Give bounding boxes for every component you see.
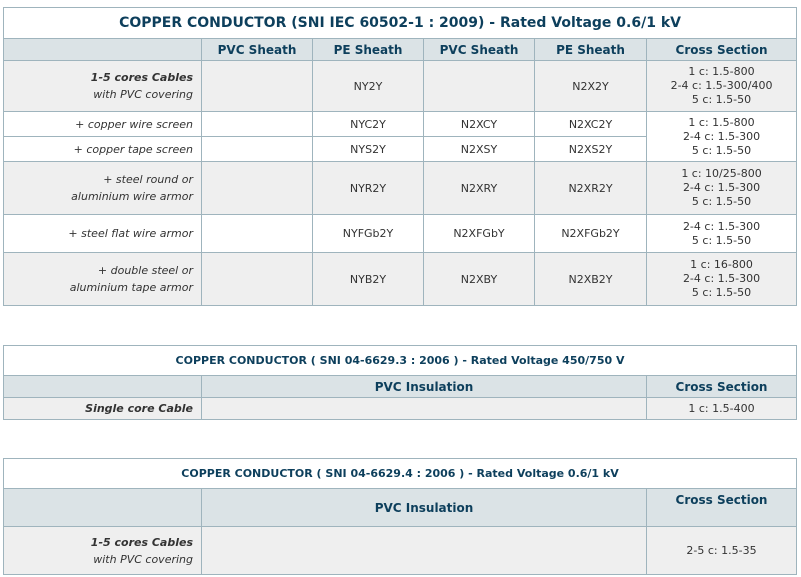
cell: N2XC2Y	[535, 112, 647, 137]
cell: NYFGb2Y	[313, 215, 424, 253]
cell	[202, 527, 647, 575]
header-pvc-sheath: PVC Sheath	[202, 39, 313, 61]
cell: NYB2Y	[313, 253, 424, 306]
cs-line: 2-4 c: 1.5-300	[682, 219, 761, 233]
header-blank	[4, 489, 202, 527]
header-pvc-sheath-2: PVC Sheath	[424, 39, 535, 61]
table-row	[4, 215, 797, 253]
header-blank	[4, 376, 202, 398]
cell: NY2Y	[313, 61, 424, 112]
cs-line: 1 c: 1.5-800	[688, 115, 755, 129]
row-label: + steel flat wire armor	[4, 215, 202, 253]
row-label-line: aluminium wire armor	[71, 190, 193, 203]
cell: N2XRY	[424, 162, 535, 215]
row-label-main: 1-5 cores Cables	[90, 535, 193, 549]
table-row	[4, 61, 797, 112]
cs-line: 2-4 c: 1.5-300/400	[670, 79, 773, 92]
cell: N2XSY	[424, 137, 535, 162]
row-label-main: 1-5 cores Cables	[90, 71, 193, 84]
cell: N2XCY	[424, 112, 535, 137]
cell: N2XFGbY	[424, 215, 535, 253]
cs-line: 5 c: 1.5-50	[691, 233, 752, 247]
cross-section-cell	[647, 61, 797, 112]
table-title: COPPER CONDUCTOR ( SNI 04-6629.4 : 2006 ) - Rated Voltage 0.6/1 kV	[4, 459, 797, 489]
cs-line: 5 c: 1.5-50	[691, 195, 752, 208]
header-cross-section: Cross Section	[647, 376, 797, 398]
cross-section-cell: 2-5 c: 1.5-35	[647, 527, 797, 575]
row-label	[4, 253, 202, 306]
header-pvc-insulation: PVC Insulation	[202, 376, 647, 398]
table-title: COPPER CONDUCTOR ( SNI 04-6629.3 : 2006 ) - Rated Voltage 450/750 V	[4, 346, 797, 376]
table-row	[4, 398, 797, 420]
header-pvc-insulation: PVC Insulation	[202, 489, 647, 527]
cell	[424, 61, 535, 112]
cs-line: 1 c: 1.5-800	[688, 65, 755, 78]
table-copper-sni-04-6629-3	[3, 345, 797, 420]
cell: NYR2Y	[313, 162, 424, 215]
table-copper-sni-04-6629-4	[3, 458, 797, 575]
header-pe-sheath-2: PE Sheath	[535, 39, 647, 61]
cs-line: 2-4 c: 1.5-300	[682, 181, 761, 194]
header-cross-section: Cross Section	[647, 489, 797, 527]
cell	[202, 253, 313, 306]
row-label: + copper tape screen	[4, 137, 202, 162]
cross-section-cell	[647, 112, 797, 162]
cross-section-cell	[647, 253, 797, 306]
table-copper-sni-iec-60502	[3, 7, 797, 306]
cell: N2X2Y	[535, 61, 647, 112]
cell	[202, 215, 313, 253]
cs-line: 1 c: 16-800	[690, 258, 753, 271]
table-row	[4, 527, 797, 575]
header-cross-section: Cross Section	[647, 39, 797, 61]
cell: N2XB2Y	[535, 253, 647, 306]
table-title: COPPER CONDUCTOR (SNI IEC 60502-1 : 2009) - Rated Voltage 0.6/1 kV	[4, 8, 797, 39]
cross-section-cell: 1 c: 1.5-400	[647, 398, 797, 420]
table-row	[4, 162, 797, 215]
cell: N2XBY	[424, 253, 535, 306]
row-label: + copper wire screen	[4, 112, 202, 137]
cs-line: 5 c: 1.5-50	[691, 286, 752, 299]
cs-line: 5 c: 1.5-50	[691, 143, 752, 157]
cell: NYS2Y	[313, 137, 424, 162]
row-label: Single core Cable	[4, 398, 202, 420]
table-row	[4, 112, 797, 137]
row-label-sub: with PVC covering	[93, 88, 193, 101]
cs-line: 1 c: 10/25-800	[681, 167, 762, 180]
row-label-line: aluminium tape armor	[69, 281, 193, 294]
header-blank	[4, 39, 202, 61]
cell	[202, 398, 647, 420]
cell: NYC2Y	[313, 112, 424, 137]
cs-line: 2-4 c: 1.5-300	[682, 272, 761, 285]
row-label	[4, 61, 202, 112]
cs-line: 5 c: 1.5-50	[691, 93, 752, 106]
row-label-line: + double steel or	[97, 264, 193, 277]
cell: N2XS2Y	[535, 137, 647, 162]
cs-line: 2-4 c: 1.5-300	[682, 129, 761, 143]
row-label-sub: with PVC covering	[93, 552, 193, 566]
row-label-line: + steel round or	[103, 173, 193, 186]
cross-section-cell	[647, 215, 797, 253]
cell	[202, 137, 313, 162]
row-label	[4, 162, 202, 215]
cell	[202, 162, 313, 215]
table-row	[4, 253, 797, 306]
cell	[202, 61, 313, 112]
cell	[202, 112, 313, 137]
row-label	[4, 527, 202, 575]
cell: N2XR2Y	[535, 162, 647, 215]
cell: N2XFGb2Y	[535, 215, 647, 253]
cross-section-cell	[647, 162, 797, 215]
header-pe-sheath: PE Sheath	[313, 39, 424, 61]
